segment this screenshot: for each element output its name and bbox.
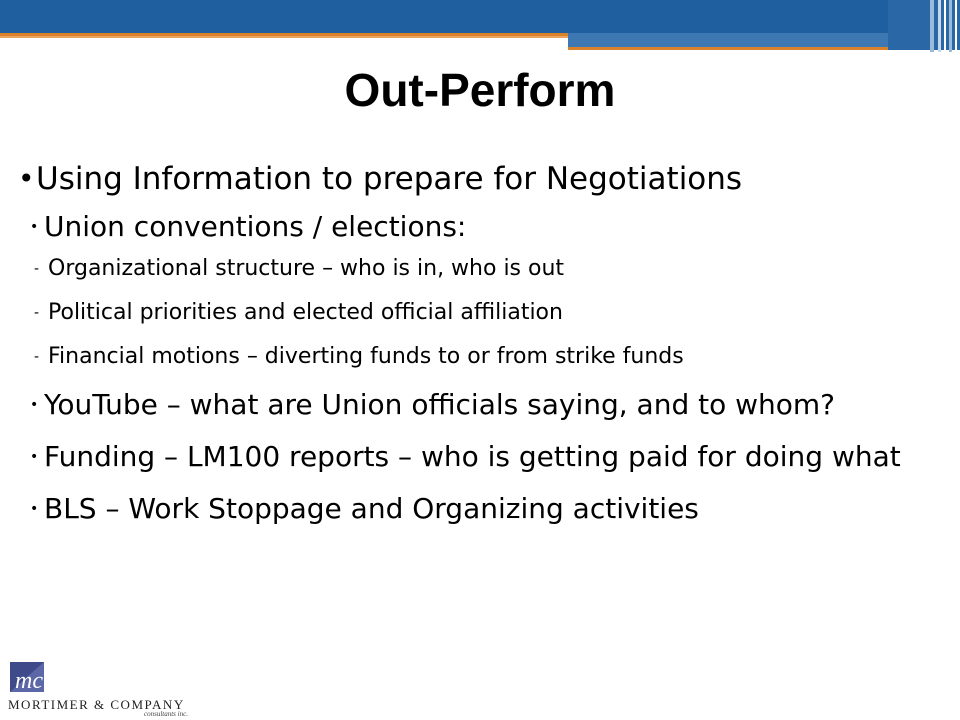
logo-monogram: mc	[15, 668, 43, 694]
slide-body	[18, 158, 918, 528]
bullet-level1	[18, 158, 918, 200]
slide-title: Out-Perform	[344, 64, 616, 116]
logo-company-name: MORTIMER & COMPANY	[8, 697, 185, 712]
dash-icon: -	[34, 261, 40, 277]
bullet-icon: •	[30, 219, 39, 235]
bullet-icon: •	[30, 501, 39, 517]
bullet-text: Organizational structure – who is in, who is out	[48, 256, 565, 281]
bullet-text: Union conventions / elections:	[44, 210, 467, 243]
header-decoration-bar	[0, 0, 960, 52]
bullet-text: Political priorities and elected official affiliation	[48, 300, 563, 325]
bullet-icon: •	[18, 162, 35, 195]
bullet-level3	[18, 298, 918, 328]
bullet-level2	[18, 490, 918, 528]
bullet-level2	[18, 386, 918, 424]
bullet-text: Funding – LM100 reports – who is getting paid for doing what	[44, 440, 901, 473]
bullet-text: YouTube – what are Union officials saying, and to whom?	[44, 388, 836, 421]
bullet-icon: •	[30, 449, 39, 465]
bullet-level2	[18, 438, 924, 476]
bullet-level2	[18, 208, 918, 246]
dash-icon: -	[34, 349, 40, 365]
bullet-icon: •	[30, 397, 39, 413]
logo-tagline: consultants inc.	[144, 710, 188, 718]
dash-icon: -	[34, 305, 40, 321]
bullet-text: Using Information to prepare for Negotiations	[36, 161, 743, 197]
bullet-text: BLS – Work Stoppage and Organizing activities	[44, 492, 699, 525]
bullet-level3	[18, 342, 918, 372]
bullet-level3	[18, 254, 918, 284]
bullet-text: Financial motions – diverting funds to or from strike funds	[48, 344, 684, 369]
